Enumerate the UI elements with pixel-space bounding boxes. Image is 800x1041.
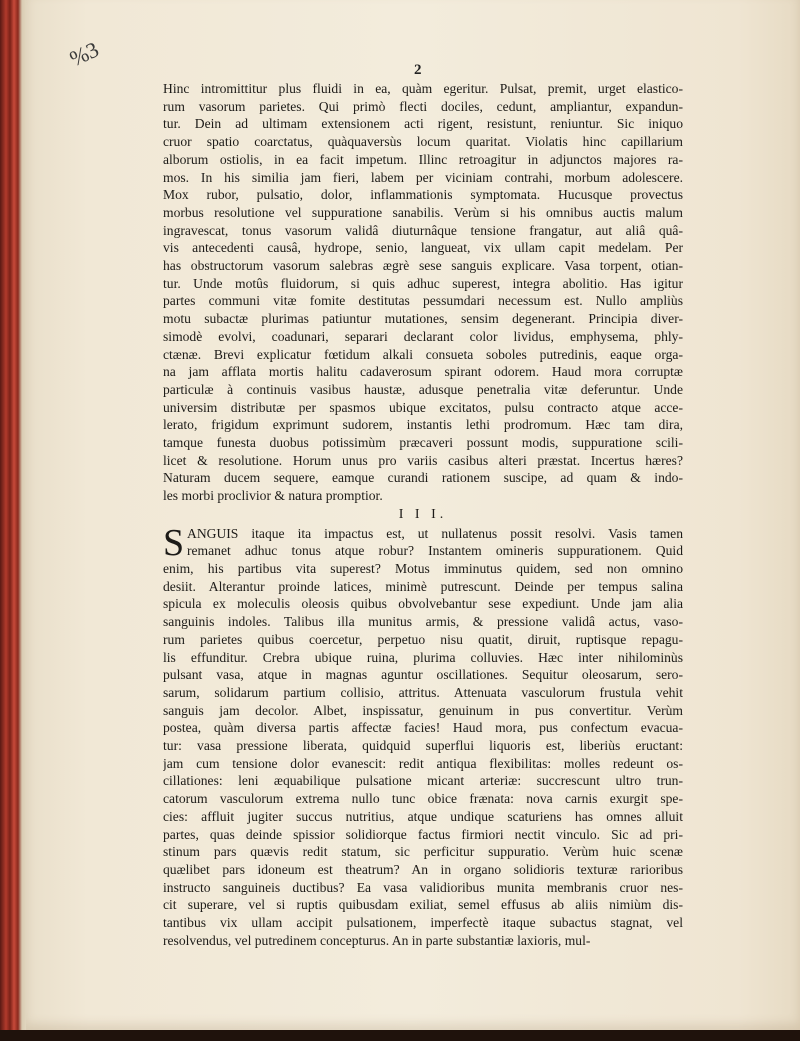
text-line: cit superare, vel si ruptis quibusdam exiliat, semel effusus ab aliis nimiùm dis- xyxy=(163,897,683,913)
text-line: sanguis jam decolor. Albet, inspissatur, genuinum in pus convertitur. Verùm xyxy=(163,702,683,718)
text-line: quælibet pars idoneum est theatrum? An in organo solidioris texturæ rarioribus xyxy=(163,861,683,877)
text-line: cruor spatio coarctatus, quàquaversùs locum quaritat. Violatis hinc capillarium xyxy=(163,134,683,150)
text-line: sarum, solidarum partium collisio, attritus. Attenuata vasculorum frustula vehit xyxy=(163,684,683,700)
text-line: sanguinis indoles. Talibus illa munitus armis, & pressione validâ actus, vaso- xyxy=(163,614,683,630)
text-line: lerato, frigidum exprimunt sudorem, instantis lethi prodromum. Hæc tam dira, xyxy=(163,417,683,433)
drop-cap-letter: S xyxy=(163,521,185,564)
page-number: 2 xyxy=(414,62,422,78)
body-text xyxy=(163,80,683,949)
text-line: spicula ex moleculis oleosis quibus obvolvebantur sese expediunt. Unde jam alia xyxy=(163,596,683,612)
text-line: mos. In his similia jam fieri, labem per viciniam contrahi, morbum adolescere. xyxy=(163,169,683,185)
text-line: alborum ostiolis, in ea facit impetum. Illinc retroagitur in adjunctos majores ra- xyxy=(163,151,683,167)
text-line: catorum vasculorum extrema nullo tunc obice frænata: nova carnis exurgit spe- xyxy=(163,791,683,807)
text-line: tantibus vix ullam accipit pulsationem, imperfectè itaque subactus stagnat, vel xyxy=(163,915,683,931)
text-line: na jam afflata mortis halitu cadaverosum spirant odorem. Haud mora corruptæ xyxy=(163,364,683,380)
text-line: Mox rubor, pulsatio, dolor, inflammationis symptomata. Hucusque provectus xyxy=(163,187,683,203)
section-heading: I I I. xyxy=(398,506,448,522)
text-line: ANGUIS itaque ita impactus est, ut nullatenus possit resolvi. Vasis tamen xyxy=(187,525,683,541)
text-line: ctænæ. Brevi explicatur fœtidum alkali consueta soboles putredinis, eaque orga- xyxy=(163,346,683,362)
text-line: partes, quas deinde spissior solidiorque factus firmiori nectit vinculo. Sic ad pri- xyxy=(163,826,683,842)
text-line: Naturam ducem sequere, eamque curandi rationem suscipe, ad quam & indo- xyxy=(163,470,683,486)
text-line: tur. Unde motûs fluidorum, si quis adhuc superest, integra abolitio. Has igitur xyxy=(163,275,683,291)
text-line: pulsant vasa, atque in magnas aguntur oscillationes. Sequitur oleosarum, sero- xyxy=(163,667,683,683)
text-line: has obstructorum vasorum salebras ægrè sese sanguis explicare. Vasa torpent, otian- xyxy=(163,258,683,274)
text-line: cillationes: leni æquabilique pulsatione micant arteriæ: succrescunt ultro trun- xyxy=(163,773,683,789)
text-line: tur. Dein ad ultimam extensionem acti rigent, resistunt, reniuntur. Sic iniquo xyxy=(163,116,683,132)
scan-background xyxy=(0,1030,800,1041)
text-line: tur: vasa pressione liberata, quidquid superflui liquoris est, liberiùs eructant: xyxy=(163,738,683,754)
text-line: simodè evolvi, coadunari, separari declarant color lividus, emphysema, phly- xyxy=(163,328,683,344)
text-line: lis effunditur. Crebra ubique ruina, plurima colluvies. Hæc inter nihilominùs xyxy=(163,649,683,665)
text-line: cies: affluit jugiter succus nutritius, atque undique scaturiens has omnes alluit xyxy=(163,808,683,824)
text-line: morbus resolutione vel suppuratione sanabilis. Verùm si his omnibus auctis malum xyxy=(163,204,683,220)
section-two-paragraph xyxy=(163,80,683,505)
text-line: licet & resolutione. Horum unus pro variis casibus alteri præstat. Incertus hæres? xyxy=(163,452,683,468)
text-line: universim distributæ per spasmos ubique excitatos, pulsu contracto atque acce- xyxy=(163,399,683,415)
text-line: instructo sanguineis ductibus? Ea vasa validioribus munita membranis cruor nes- xyxy=(163,879,683,895)
text-line: remanet adhuc tonus atque robur? Instantem omineris suppurationem. Quid xyxy=(187,543,683,559)
text-line: tamque funesta duobus potissimùm præcaveri possunt modis, suppuratione scili- xyxy=(163,435,683,451)
text-line: postea, quàm diversa partis affectæ facies! Haud mora, pus confectum evacua- xyxy=(163,720,683,736)
text-line: particulæ à continuis vasibus haustæ, adusque penetralia vitæ deferuntur. Unde xyxy=(163,381,683,397)
text-line: partes communi vitæ fomite destitutas pessumdari necessum est. Nullo ampliùs xyxy=(163,293,683,309)
handwritten-corner-mark: % 3 xyxy=(65,37,100,72)
text-line: les morbi proclivior & natura promptior. xyxy=(163,488,383,504)
text-line: rum parietes quibus coercetur, perpetuo nisu quatit, diruit, ruptisque repagu- xyxy=(163,631,683,647)
text-line: stinum pars quævis redit statum, sic perficitur suppuratio. Verùm huic scenæ xyxy=(163,844,683,860)
text-line: ingravescat, tonus vasorum validâ diuturnâque tensione frangatur, aut aliâ quâ- xyxy=(163,222,683,238)
text-line: desiit. Alterantur proinde latices, minimè putrescunt. Deinde per tempus salina xyxy=(163,578,683,594)
text-line: vis antecedenti causâ, hydrope, senio, langueat, vix ullam capit medelam. Per xyxy=(163,240,683,256)
section-three-lines xyxy=(163,560,683,949)
section-three-paragraph xyxy=(163,521,683,950)
text-line: jam cum tensione dolor evanescit: redit antiqua flexibilitas: molles redeunt os- xyxy=(163,755,683,771)
text-line: enim, his partibus vita superest? Motus imminutus quidem, sed non omnino xyxy=(163,560,683,576)
text-line: rum vasorum parietes. Qui primò flecti dociles, cedunt, ampliantur, expandun- xyxy=(163,98,683,114)
text-line: motu subactæ plurimas patiuntur mutationes, sensim degenerant. Principia diver- xyxy=(163,311,683,327)
text-line: resolvendus, vel putredinem concepturus. An in parte substantiæ laxioris, mul- xyxy=(163,932,591,948)
text-line: Hinc intromittitur plus fluidi in ea, quàm egeritur. Pulsat, premit, urget elastico- xyxy=(163,81,683,96)
